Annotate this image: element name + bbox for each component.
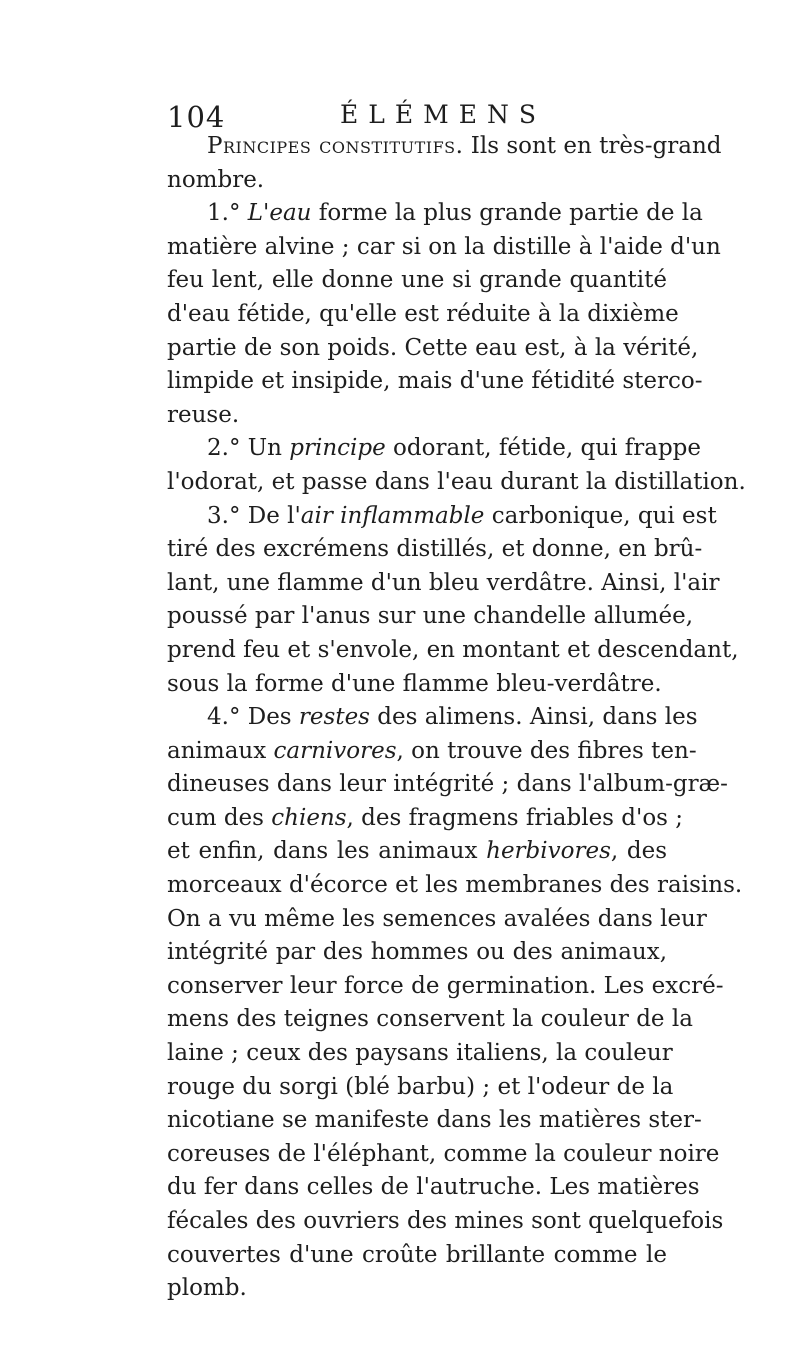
text-segment: prend feu et s'envole, en montant et descendant,	[167, 636, 739, 663]
text-segment: morceaux d'écorce et les membranes des raisins.	[167, 872, 743, 899]
text-line	[167, 533, 703, 567]
text-segment: nicotiane se manifeste dans les matières ster-	[167, 1107, 702, 1134]
text-line	[167, 466, 746, 500]
text-line	[167, 1003, 693, 1037]
text-line	[167, 970, 724, 1004]
text-segment: laine ; ceux des paysans italiens, la couleur	[167, 1040, 673, 1067]
italic-term: principe	[289, 435, 386, 462]
text-segment: 2.° Un	[207, 435, 290, 462]
text-segment: coreuses de l'éléphant, comme la couleur noire	[167, 1140, 720, 1167]
text-segment: poussé par l'anus sur une chandelle allumée,	[167, 603, 694, 630]
text-segment: reuse.	[167, 401, 240, 428]
text-line	[167, 130, 722, 164]
running-title: ÉLÉMENS	[340, 100, 546, 129]
text-line	[167, 634, 739, 668]
text-line	[167, 365, 703, 399]
body-text	[167, 130, 746, 1306]
text-line	[167, 802, 684, 836]
text-segment: odorant, fétide, qui frappe	[385, 435, 702, 462]
page-number: 104	[167, 100, 226, 134]
text-line	[167, 164, 667, 198]
text-line	[167, 1037, 673, 1071]
text-segment: intégrité par des hommes ou des animaux,	[167, 939, 667, 966]
text-segment: cum des	[167, 804, 272, 831]
section-heading: Principes constitutifs.	[207, 133, 464, 159]
text-line	[167, 1138, 720, 1172]
text-line	[167, 735, 697, 769]
text-line	[167, 332, 699, 366]
text-segment: conserver leur force de germination. Les excré-	[167, 972, 724, 999]
text-segment: animaux	[167, 737, 274, 764]
text-segment: fécales des ouvriers des mines sont quelquefois	[167, 1208, 724, 1234]
text-line	[167, 1272, 667, 1306]
italic-term: herbivores	[486, 838, 611, 865]
italic-term: air inflammable	[300, 502, 485, 529]
text-segment: carbonique, qui est	[484, 502, 717, 529]
text-line	[167, 936, 667, 970]
text-segment: partie de son poids. Cette eau est, à la vérité,	[167, 334, 699, 361]
text-line	[167, 231, 721, 265]
text-segment: d'eau fétide, qu'elle est réduite à la dixième	[167, 300, 679, 327]
text-segment: , on trouve des fibres ten-	[396, 737, 697, 764]
text-segment: sous la forme d'une flamme bleu-verdâtre.	[167, 670, 662, 697]
text-line	[167, 1239, 667, 1273]
text-segment: rouge du sorgi (blé barbu) ; et l'odeur de la	[167, 1073, 674, 1100]
text-segment: du fer dans celles de l'autruche. Les matières	[167, 1174, 700, 1201]
text-line	[167, 197, 703, 231]
text-line	[167, 768, 728, 802]
text-segment: tiré des excrémens distillés, et donne, en brû-	[167, 536, 703, 563]
text-line	[167, 399, 667, 433]
text-line	[167, 1205, 724, 1239]
text-line	[167, 668, 667, 702]
text-line	[167, 500, 717, 534]
text-segment: feu lent, elle donne une si grande quantité	[167, 267, 667, 294]
text-segment: dineuses dans leur intégrité ; dans l'album-græ-	[167, 771, 728, 798]
text-segment: forme la plus grande partie de la	[311, 200, 703, 227]
text-segment: , des fragmens friables d'os ;	[346, 804, 684, 831]
text-line	[167, 869, 743, 903]
text-segment: 1.°	[207, 200, 248, 227]
text-line	[167, 298, 679, 332]
text-segment: 4.° Des	[207, 704, 299, 731]
text-segment: couvertes d'une croûte brillante comme le	[167, 1241, 667, 1268]
italic-term: restes	[298, 704, 370, 731]
text-line	[167, 1071, 674, 1105]
text-segment: , des	[610, 838, 667, 865]
text-segment: limpide et insipide, mais d'une fétidité sterco-	[167, 368, 703, 395]
text-segment: nombre.	[167, 166, 265, 193]
text-segment: On a vu même les semences avalées dans leur	[167, 905, 707, 932]
text-segment: lant, une flamme d'un bleu verdâtre. Ainsi, l'air	[167, 569, 720, 596]
text-line	[167, 1104, 702, 1138]
text-line	[167, 903, 707, 937]
text-segment: plomb.	[167, 1275, 247, 1302]
text-segment: matière alvine ; car si on la distille à l'aide d'un	[167, 233, 721, 260]
text-line	[167, 600, 694, 634]
text-line	[167, 567, 720, 601]
text-segment: 3.° De l'	[207, 502, 301, 529]
text-line	[167, 835, 667, 869]
text-segment: et enfin, dans les animaux	[167, 838, 487, 865]
text-segment: l'odorat, et passe dans l'eau durant la distillation.	[167, 468, 746, 495]
text-line	[167, 264, 667, 298]
text-line	[167, 1171, 700, 1205]
text-segment: mens des teignes conservent la couleur de la	[167, 1006, 693, 1033]
text-segment: des alimens. Ainsi, dans les	[370, 704, 698, 731]
italic-term: carnivores	[273, 737, 397, 764]
italic-term: chiens	[271, 804, 347, 831]
text-segment: Ils sont en très-grand	[463, 133, 722, 159]
text-line	[167, 432, 702, 466]
italic-term: L'eau	[247, 200, 312, 227]
text-line	[167, 701, 698, 735]
